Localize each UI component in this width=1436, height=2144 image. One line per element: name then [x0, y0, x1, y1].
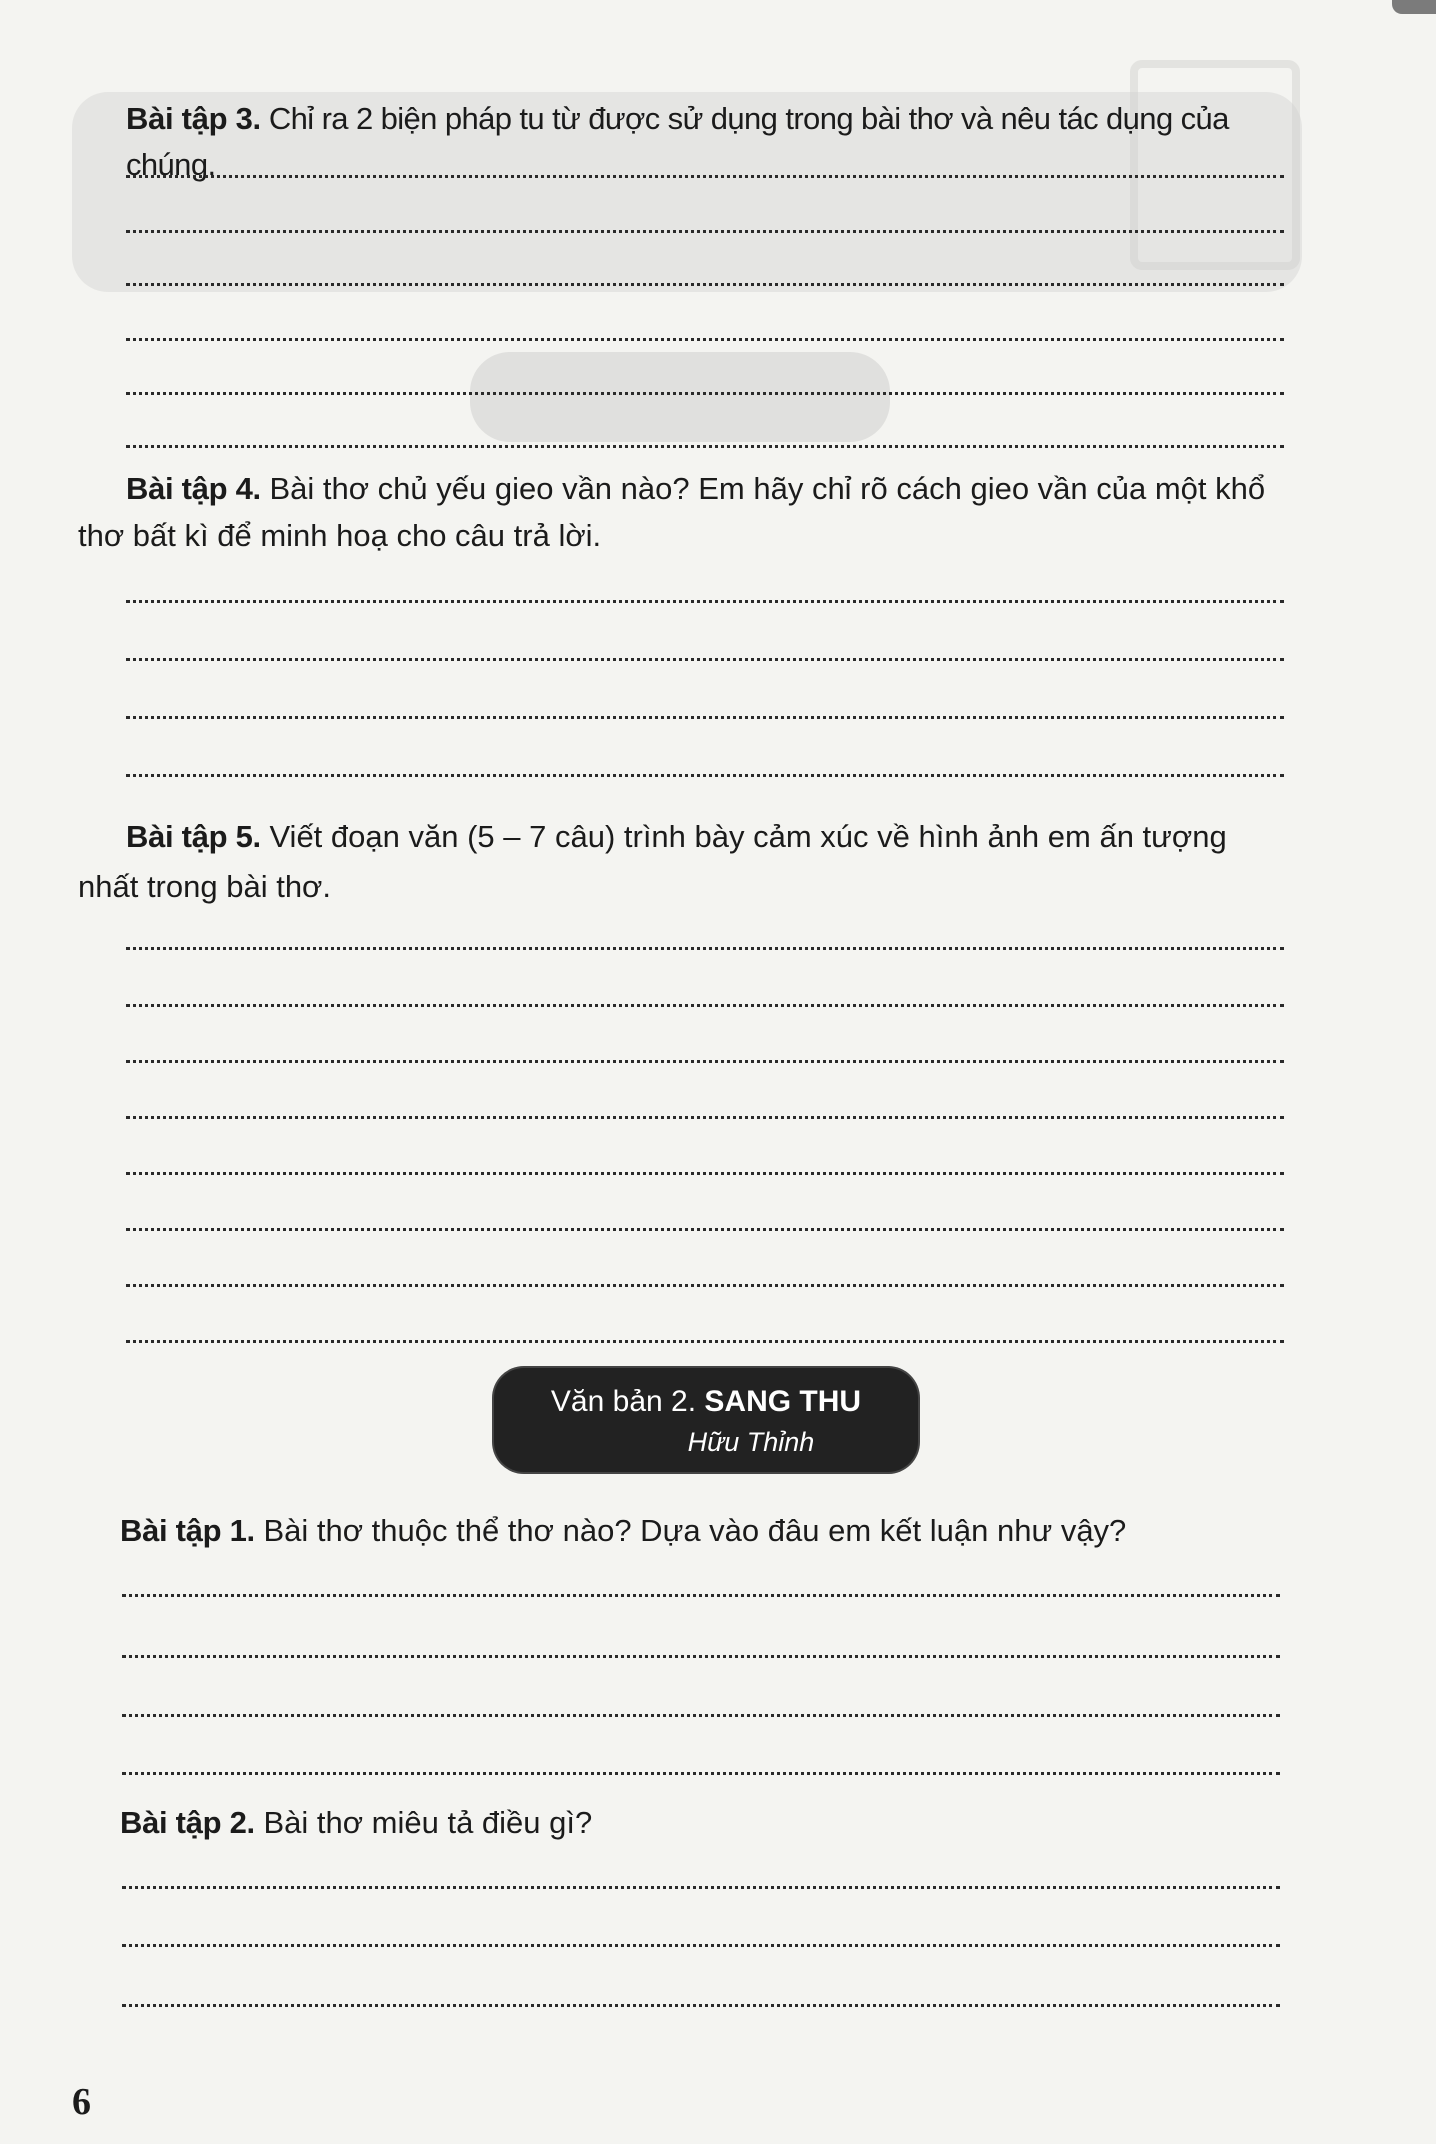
section-prefix: Văn bản 2.: [550, 1385, 705, 1418]
exercise-5-prompt: [78, 812, 1293, 912]
answer-line[interactable]: [122, 1944, 1280, 1947]
answer-line[interactable]: [126, 283, 1284, 286]
answer-line[interactable]: [122, 1655, 1280, 1658]
answer-line[interactable]: [126, 445, 1284, 448]
answer-line[interactable]: [126, 1060, 1284, 1063]
answer-line[interactable]: [126, 1172, 1284, 1175]
exercise-2-number: Bài tập 2.: [120, 1805, 255, 1840]
answer-line[interactable]: [122, 1714, 1280, 1717]
answer-line[interactable]: [126, 1284, 1284, 1287]
exercise-5-text: Viết đoạn văn (5 – 7 câu) trình bày cảm xúc về hình ảnh em ấn tượng nhất trong bài thơ.: [78, 819, 1227, 904]
answer-line[interactable]: [126, 1116, 1284, 1119]
answer-line[interactable]: [126, 230, 1284, 233]
answer-line[interactable]: [126, 1340, 1284, 1343]
answer-line[interactable]: [122, 1594, 1280, 1597]
answer-line[interactable]: [126, 1004, 1284, 1007]
answer-line[interactable]: [126, 774, 1284, 777]
answer-line[interactable]: [126, 947, 1284, 950]
corner-mark: [1392, 0, 1436, 14]
exercise-2-prompt: [120, 1800, 1310, 1846]
answer-line[interactable]: [122, 1772, 1280, 1775]
answer-line[interactable]: [126, 658, 1284, 661]
answer-line[interactable]: [126, 1228, 1284, 1231]
exercise-1-number: Bài tập 1.: [120, 1513, 255, 1548]
section-badge: [494, 1368, 918, 1472]
bleed-through-tab: [470, 352, 890, 442]
exercise-1-text: Bài thơ thuộc thể thơ nào? Dựa vào đâu em kết luận như vậy?: [254, 1513, 1127, 1548]
exercise-3-number: Bài tập 3.: [126, 101, 261, 136]
answer-line[interactable]: [126, 338, 1284, 341]
section-title: [494, 1384, 918, 1420]
answer-line[interactable]: [126, 716, 1284, 719]
exercise-2-text: Bài thơ miêu tả điều gì?: [254, 1805, 593, 1840]
exercise-4-number: Bài tập 4.: [126, 471, 261, 506]
exercise-3-text: Chỉ ra 2 biện pháp tu từ được sử dụng trong bài thơ và nêu tác dụng của chúng.: [126, 101, 1229, 182]
exercise-1-prompt: [120, 1508, 1310, 1554]
answer-line[interactable]: [126, 600, 1284, 603]
answer-line[interactable]: [126, 392, 1284, 395]
answer-line[interactable]: [126, 175, 1284, 178]
page-number: 6: [72, 2081, 91, 2123]
answer-line[interactable]: [122, 2004, 1280, 2007]
exercise-4-prompt: [78, 465, 1293, 559]
exercise-5-number: Bài tập 5.: [126, 819, 261, 854]
answer-line[interactable]: [122, 1886, 1280, 1889]
section-name: SANG THU: [704, 1385, 862, 1418]
section-author: Hữu Thỉnh: [687, 1427, 815, 1457]
exercise-4-text: Bài thơ chủ yếu gieo vần nào? Em hãy chỉ rõ cách gieo vần của một khổ thơ bất kì để minh hoạ cho câu trả lời.: [78, 471, 1266, 553]
